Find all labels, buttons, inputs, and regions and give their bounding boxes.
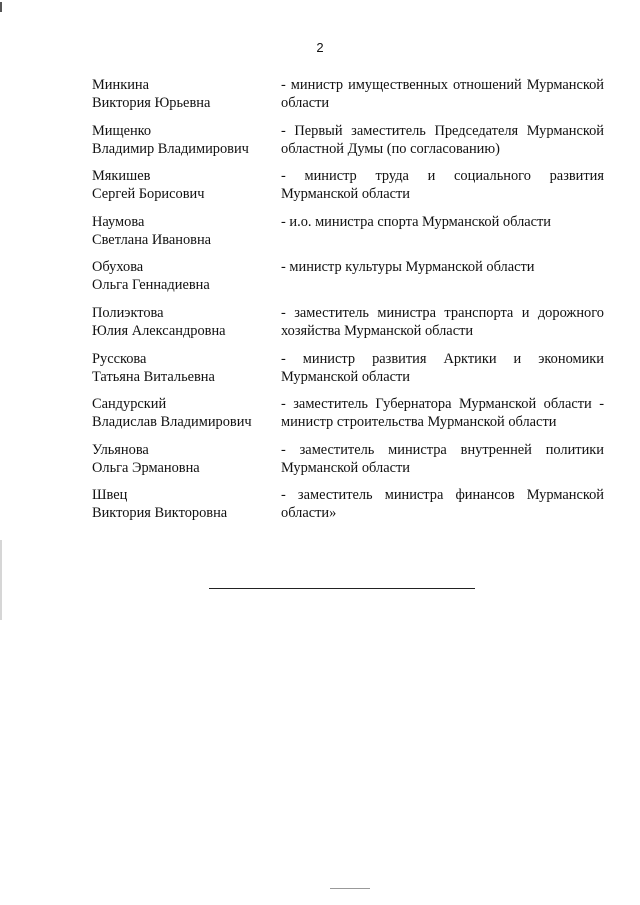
member-surname: Ульянова	[92, 441, 149, 458]
member-name	[92, 122, 281, 168]
member-row	[92, 486, 604, 532]
member-row	[92, 167, 604, 213]
member-row	[92, 258, 604, 304]
member-name	[92, 213, 281, 259]
member-surname: Мякишев	[92, 168, 151, 185]
scan-edge-mark	[0, 540, 2, 620]
member-name	[92, 76, 281, 122]
member-given-name: Ольга Геннадиевна	[92, 277, 210, 294]
member-name	[92, 167, 281, 213]
member-name	[92, 304, 281, 350]
member-row	[92, 304, 604, 350]
closing-rule	[209, 588, 475, 589]
member-position: - заместитель министра внутренней политики Мурманской области	[281, 441, 604, 476]
member-row	[92, 213, 604, 259]
member-given-name: Сергей Борисович	[92, 186, 205, 203]
member-given-name: Светлана Ивановна	[92, 231, 212, 248]
member-given-name: Виктория Викторовна	[92, 505, 228, 522]
member-surname: Полиэктова	[92, 304, 164, 321]
member-given-name: Владислав Владимирович	[92, 414, 252, 431]
member-row	[92, 441, 604, 487]
member-given-name: Виктория Юрьевна	[92, 95, 211, 111]
member-name	[92, 486, 281, 532]
member-surname: Обухова	[92, 259, 144, 276]
member-surname: Мищенко	[92, 122, 152, 139]
member-given-name: Ольга Эрмановна	[92, 459, 200, 476]
scan-bottom-mark	[330, 888, 370, 889]
member-position: - министр культуры Мурманской области	[281, 259, 535, 276]
page-number: 2	[316, 40, 324, 55]
member-surname: Наумова	[92, 213, 145, 230]
member-position: - заместитель министра транспорта и дорожного хозяйства Мурманской области	[281, 304, 604, 339]
member-position: - министр имущественных отношений Мурманской области	[281, 77, 604, 111]
member-position: - заместитель Губернатора Мурманской области - министр строительства Мурманской области	[281, 396, 604, 431]
members-list	[92, 76, 604, 532]
member-surname: Минкина	[92, 77, 149, 93]
member-given-name: Владимир Владимирович	[92, 140, 249, 157]
member-row	[92, 395, 604, 441]
member-surname: Швец	[92, 487, 128, 504]
member-given-name: Юлия Александровна	[92, 322, 226, 339]
member-position: - Первый заместитель Председателя Мурманской областной Думы (по согласованию)	[281, 122, 604, 157]
member-name	[92, 350, 281, 396]
member-row	[92, 350, 604, 396]
member-surname: Русскова	[92, 350, 147, 367]
member-position: - заместитель министра финансов Мурманской области»	[281, 487, 604, 522]
member-given-name: Татьяна Витальевна	[92, 368, 215, 385]
member-row	[92, 122, 604, 168]
scan-edge-mark	[0, 2, 2, 12]
member-position: - и.о. министра спорта Мурманской области	[281, 213, 552, 230]
member-name	[92, 258, 281, 304]
member-row	[92, 76, 604, 122]
member-position: - министр развития Арктики и экономики Мурманской области	[281, 350, 604, 385]
member-position: - министр труда и социального развития Мурманской области	[281, 168, 604, 203]
member-name	[92, 395, 281, 441]
member-name	[92, 441, 281, 487]
member-surname: Сандурский	[92, 396, 167, 413]
